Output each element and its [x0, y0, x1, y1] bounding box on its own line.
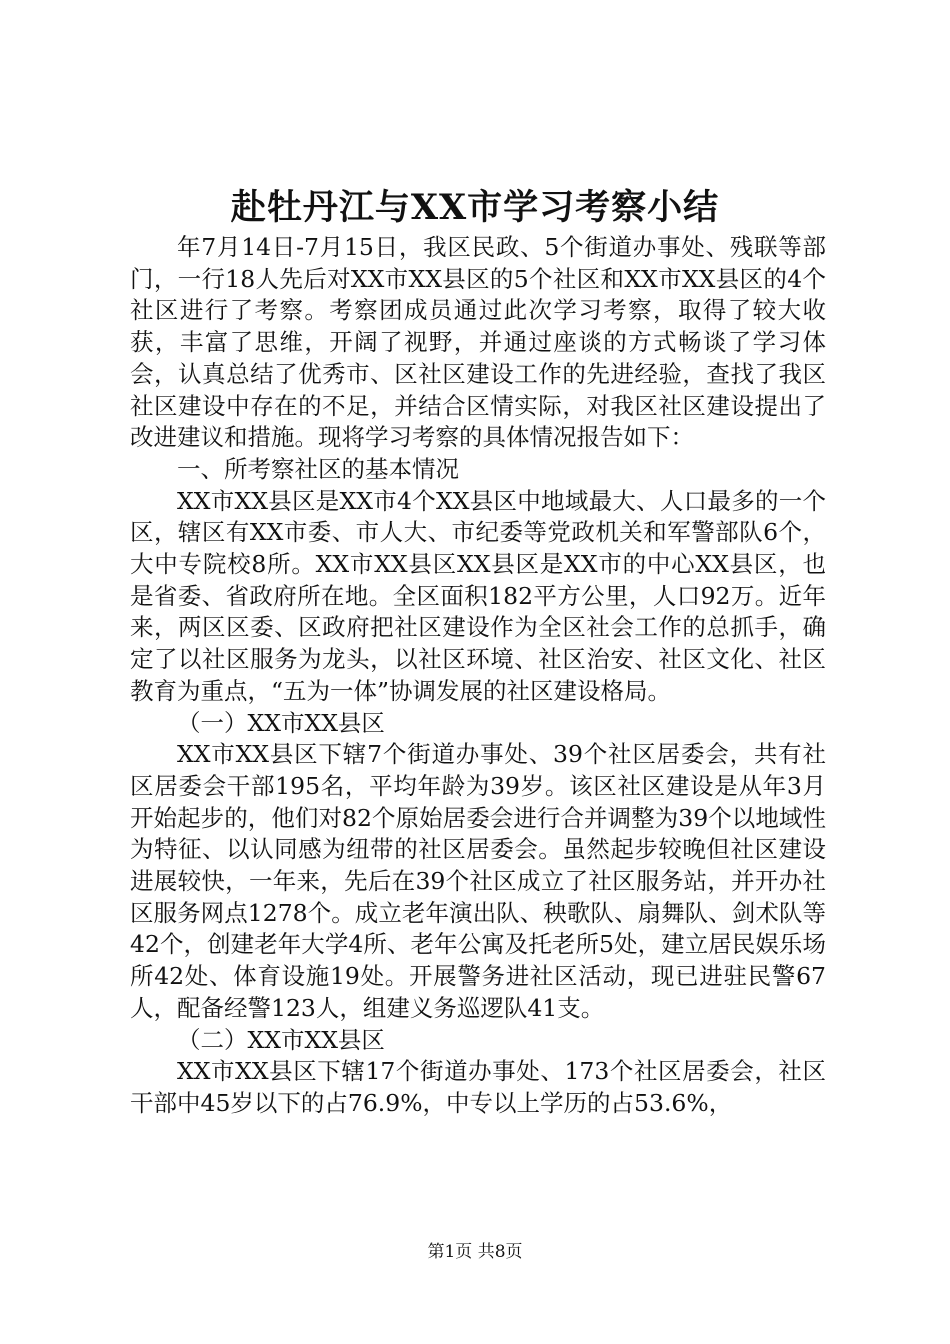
- document-body: [130, 232, 826, 1120]
- subsection-heading-1: （一）XX市XX县区: [177, 708, 385, 737]
- section-paragraph-1: XX市XX县区是XX市4个XX县区中地域最大、人口最多的一个区，辖区有XX市委、市人大、市纪委等党政机关和军警部队6个，大中专院校8所。XX市XX县区XX县区是XX市的中心XX县区，也是省委、省政府所在地。全区面积182平方公里，人口92万。近年来，两区区委、区政府把社区建设作为全区社会工作的总抓手，确定了以社区服务为龙头，以社区环境、社区治安、社区文化、社区教育为重点，“五为一体”协调发展的社区建设格局。: [130, 486, 826, 705]
- subsection-paragraph-2: XX市XX县区下辖17个街道办事处、173个社区居委会，社区干部中45岁以下的占76.9%，中专以上学历的占53.6%，: [130, 1057, 826, 1117]
- section-heading-1: 一、所考察社区的基本情况: [177, 454, 459, 483]
- document-title: 赴牡丹江与XX市学习考察小结: [230, 187, 720, 228]
- intro-paragraph: 年7月14日-7月15日，我区民政、5个街道办事处、残联等部门，一行18人先后对XX市XX县区的5个社区和XX市XX县区的4个社区进行了考察。考察团成员通过此次学习考察，取得了较大收获，丰富了思维，开阔了视野，并通过座谈的方式畅谈了学习体会，认真总结了优秀市、区社区建设工作的先进经验，查找了我区社区建设中存在的不足，并结合区情实际，对我区社区建设提出了改进建议和措施。现将学习考察的具体情况报告如下：: [130, 233, 826, 452]
- subsection-paragraph-1: XX市XX县区下辖7个街道办事处、39个社区居委会，共有社区居委会干部195名，平均年龄为39岁。该区社区建设是从年3月开始起步的，他们对82个原始居委会进行合并调整为39个以地域性为特征、以认同感为纽带的社区居委会。虽然起步较晚但社区建设进展较快，一年来，先后在39个社区成立了社区服务站，并开办社区服务网点1278个。成立老年演出队、秧歌队、扇舞队、剑术队等42个，创建老年大学4所、老年公寓及托老所5处，建立居民娱乐场所42处、体育设施19处。开展警务进社区活动，现已进驻民警67人，配备经警123人，组建义务巡逻队41支。: [130, 740, 826, 1022]
- page-footer: 第1页 共8页: [427, 1242, 523, 1262]
- subsection-heading-2: （二）XX市XX县区: [177, 1025, 385, 1054]
